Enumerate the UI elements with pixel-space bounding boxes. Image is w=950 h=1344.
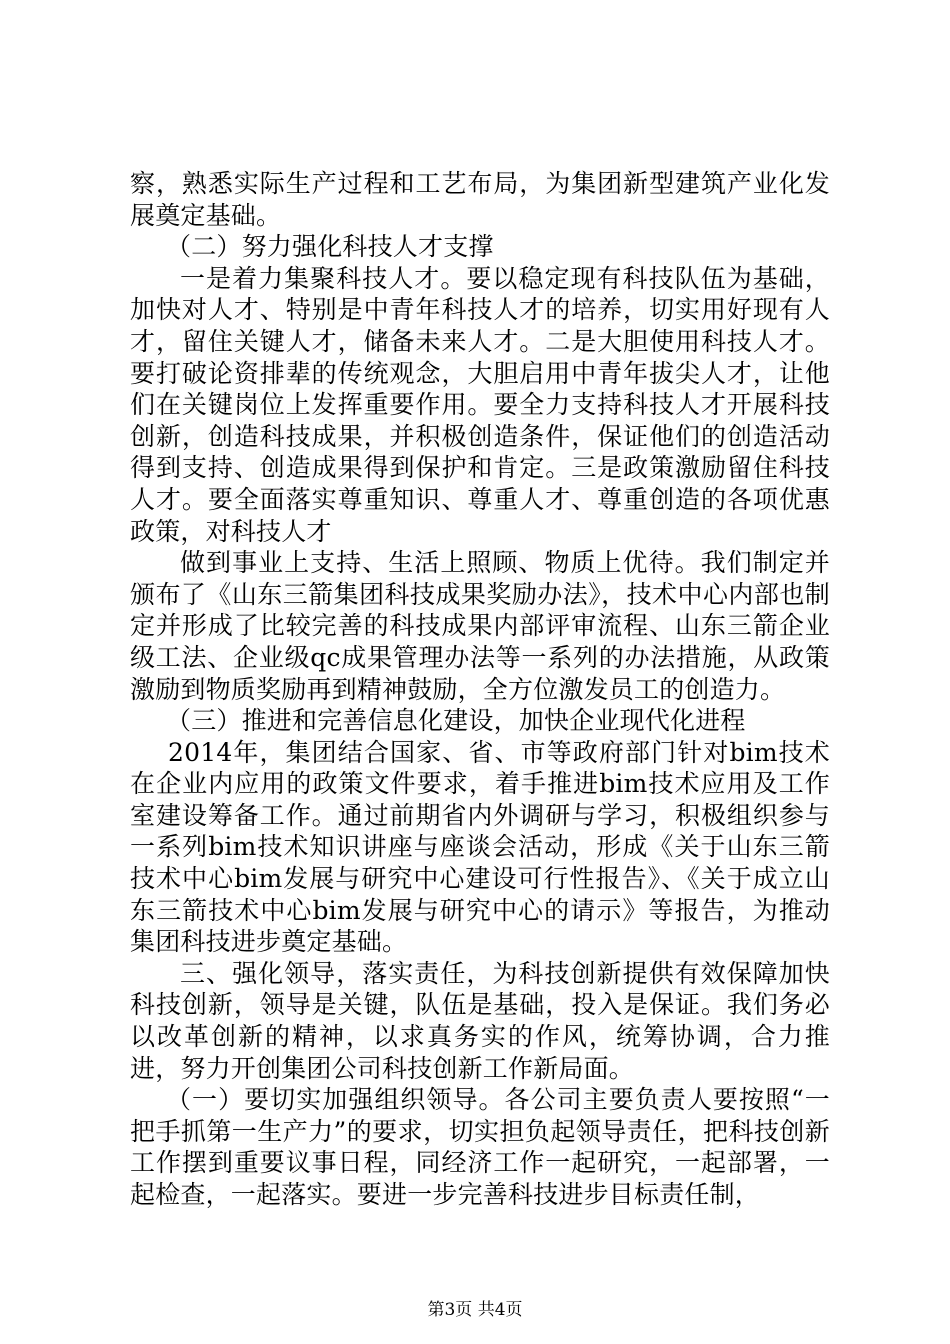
paragraph-continuation: 察，熟悉实际生产过程和工艺布局，为集团新型建筑产业化发展奠定基础。 bbox=[130, 169, 830, 230]
section-heading-talent: （二）努力强化科技人才支撑 bbox=[166, 232, 494, 262]
page-number-footer: 第3页 共4页 bbox=[427, 1300, 523, 1320]
document-body bbox=[130, 168, 830, 1211]
section-heading-informatization: （三）推进和完善信息化建设，加快企业现代化进程 bbox=[166, 706, 746, 736]
paragraph-organization: （一）要切实加强组织领导。各公司主要负责人要按照“一把手抓第一生产力”的要求，切实担负起领导责任，把科技创新工作摆到重要议事日程，同经济工作一起研究，一起部署，一起检查，一起落实。要进一步完善科技进步目标责任制， bbox=[130, 1085, 830, 1209]
paragraph-bim: 2014年，集团结合国家、省、市等政府部门针对bim技术在企业内应用的政策文件要求，着手推进bim技术应用及工作室建设筹备工作。通过前期省内外调研与学习，积极组织参与一系列bim技术知识讲座与座谈会活动，形成《关于山东三箭技术中心bim发展与研究中心建设可行性报告》、《关于成立山东三箭技术中心bim发展与研究中心的请示》等报告，为推动集团科技进步奠定基础。 bbox=[130, 737, 830, 957]
paragraph-leadership: 三、强化领导，落实责任，为科技创新提供有效保障加快科技创新，领导是关键，队伍是基础，投入是保证。我们务必以改革创新的精神，以求真务实的作风，统筹协调，合力推进，努力开创集团公司科技创新工作新局面。 bbox=[130, 958, 830, 1083]
paragraph-talent-gathering: 一是着力集聚科技人才。要以稳定现有科技队伍为基础，加快对人才、特别是中青年科技人才的培养，切实用好现有人才，留住关键人才，储备未来人才。二是大胆使用科技人才。要打破论资排辈的传统观念，大胆启用中青年拔尖人才，让他们在关键岗位上发挥重要作用。要全力支持科技人才开展科技创新，创造科技成果，并积极创造条件，保证他们的创造活动得到支持、创造成果得到保护和肯定。三是政策激励留住科技人才。要全面落实尊重知识、尊重人才、尊重创造的各项优惠政策，对科技人才 bbox=[130, 263, 830, 546]
paragraph-incentives: 做到事业上支持、生活上照顾、物质上优待。我们制定并颁布了《山东三箭集团科技成果奖励办法》，技术中心内部也制定并形成了比较完善的科技成果内部评审流程、山东三箭企业级工法、企业级qc成果管理办法等一系列的办法措施，从政策激励到物质奖励再到精神鼓励，全方位激发员工的创造力。 bbox=[130, 548, 830, 704]
